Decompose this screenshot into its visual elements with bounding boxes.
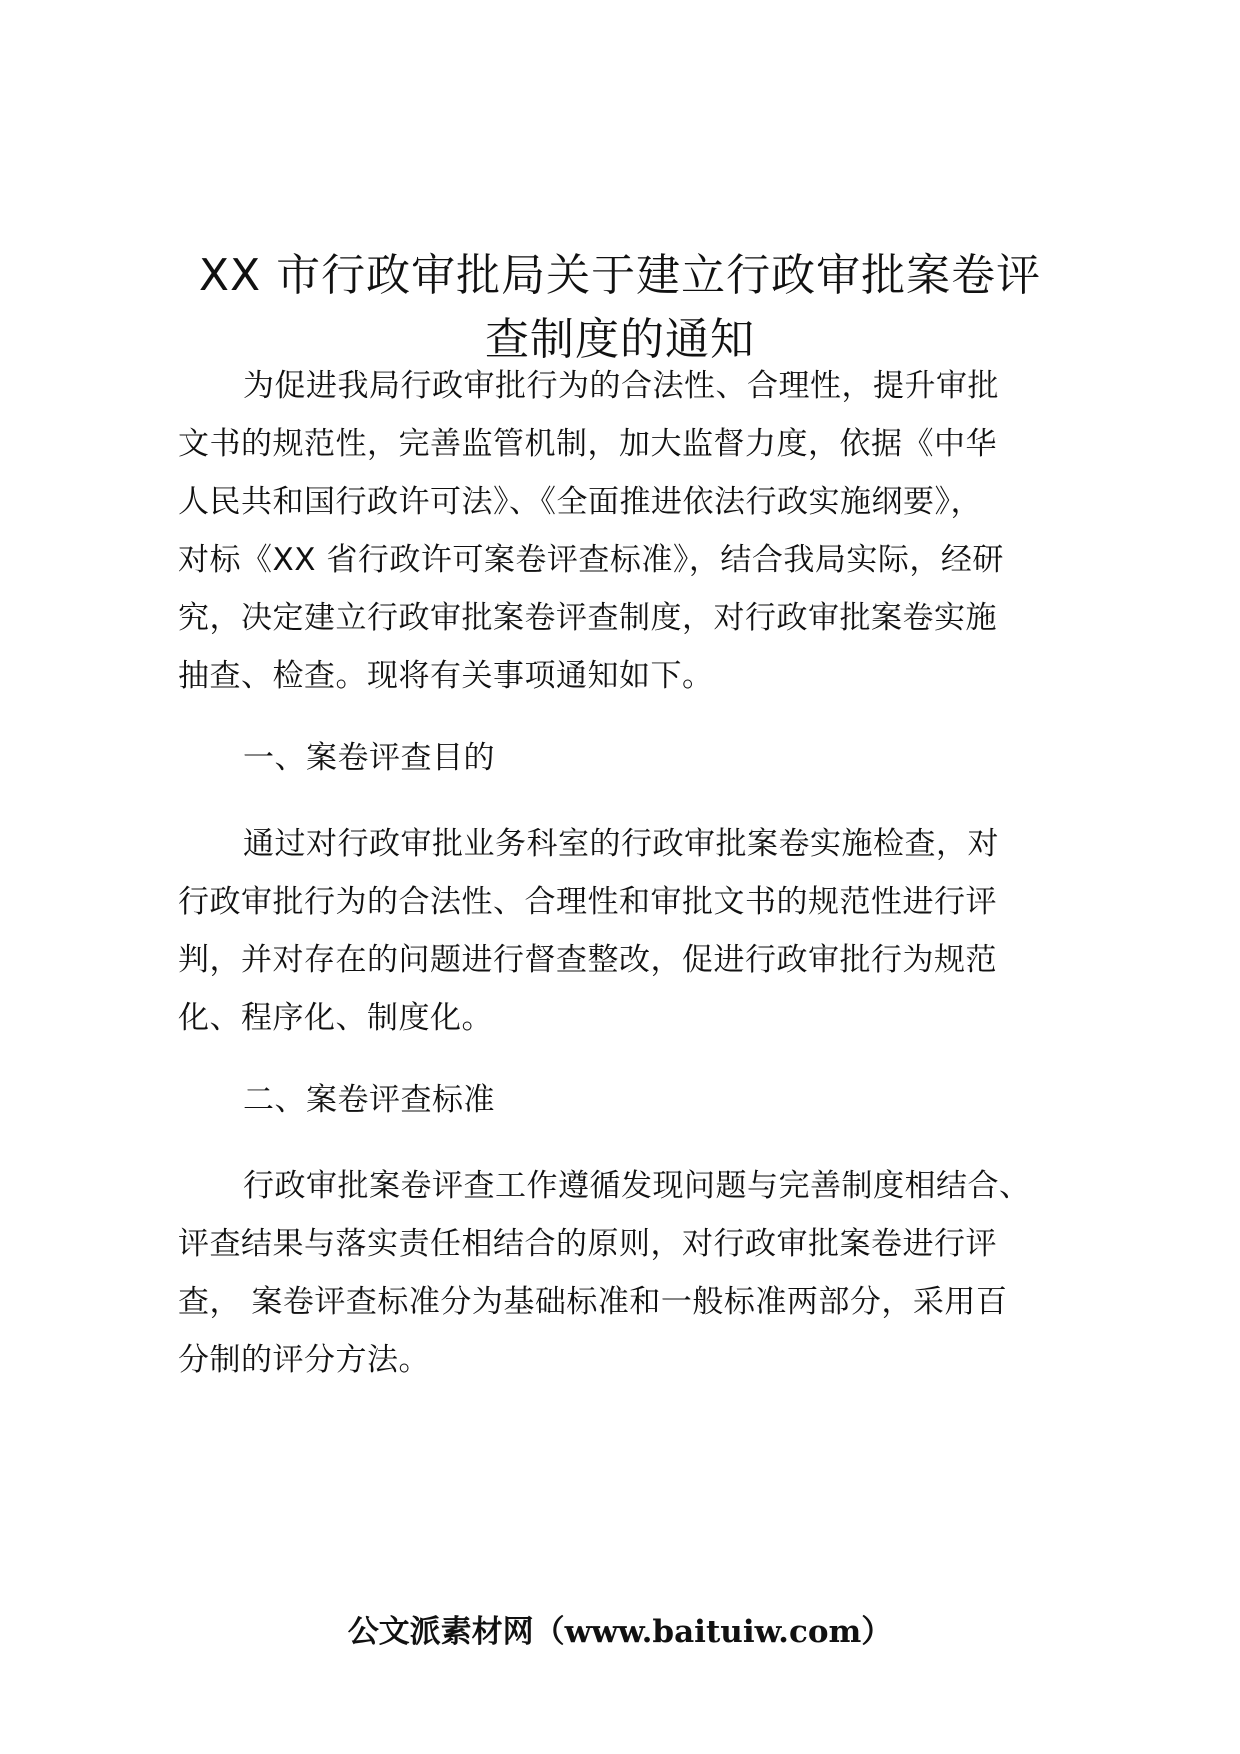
section-1-line-3: 判，并对存在的问题进行督查整改，促进行政审批行为规范 bbox=[178, 942, 997, 978]
document-title-line-1: XX 市行政审批局关于建立行政审批案卷评 bbox=[198, 250, 1042, 301]
intro-line-4: 对标《XX 省行政许可案卷评查标准》，结合我局实际，经研 bbox=[178, 542, 1004, 578]
section-2-line-2: 评查结果与落实责任相结合的原则，对行政审批案卷进行评 bbox=[178, 1226, 997, 1262]
section-2-line-1: 行政审批案卷评查工作遵循发现问题与完善制度相结合、 bbox=[243, 1168, 1031, 1204]
section-1-heading: 一、案卷评查目的 bbox=[243, 740, 495, 776]
section-1-line-4: 化、程序化、制度化。 bbox=[178, 1000, 493, 1036]
intro-line-5: 究，决定建立行政审批案卷评查制度，对行政审批案卷实施 bbox=[178, 600, 997, 636]
section-1-line-1: 通过对行政审批业务科室的行政审批案卷实施检查，对 bbox=[243, 826, 999, 862]
footer-source: 公文派素材网（www.baituiw.com） bbox=[347, 1614, 893, 1650]
section-2-heading: 二、案卷评查标准 bbox=[243, 1082, 495, 1118]
intro-line-1: 为促进我局行政审批行为的合法性、合理性，提升审批 bbox=[243, 368, 999, 404]
section-1-line-2: 行政审批行为的合法性、合理性和审批文书的规范性进行评 bbox=[178, 884, 997, 920]
intro-line-6: 抽查、检查。现将有关事项通知如下。 bbox=[178, 658, 714, 694]
section-2-line-3: 查， 案卷评查标准分为基础标准和一般标准两部分，采用百 bbox=[178, 1284, 1008, 1320]
intro-line-3: 人民共和国行政许可法》、《全面推进依法行政实施纲要》， bbox=[178, 484, 982, 520]
intro-line-2: 文书的规范性，完善监管机制，加大监督力度，依据《中华 bbox=[178, 426, 997, 462]
section-2-line-4: 分制的评分方法。 bbox=[178, 1342, 430, 1378]
document-title-line-2: 查制度的通知 bbox=[485, 314, 755, 365]
